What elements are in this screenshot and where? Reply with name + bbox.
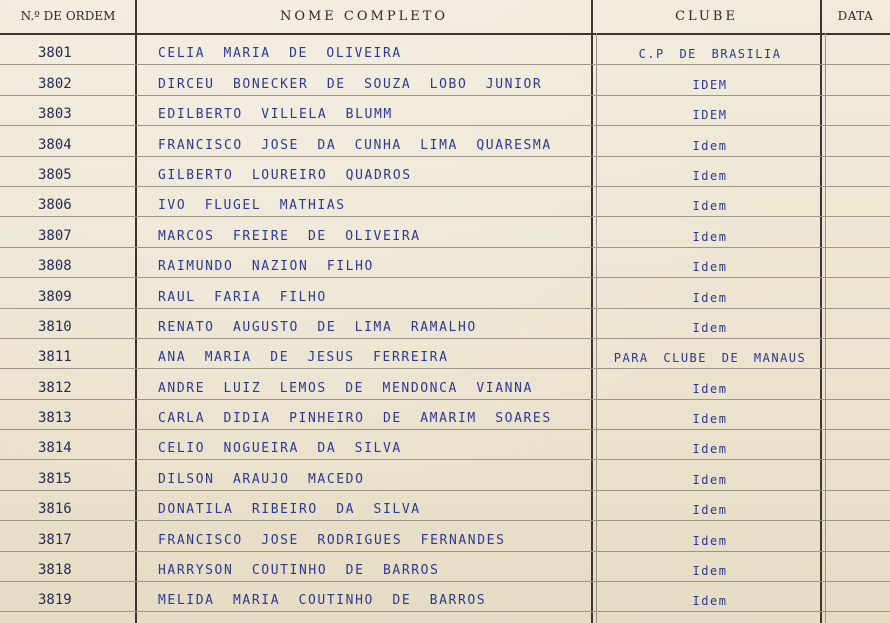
table-row <box>0 491 890 521</box>
club-name: Idem <box>692 564 728 579</box>
table-row <box>0 65 890 95</box>
header-nome: NOME COMPLETO <box>279 9 449 24</box>
full-name: HARRYSON COUTINHO DE BARROS <box>158 563 440 579</box>
order-number: 3805 <box>38 166 72 183</box>
full-name: IVO FLUGEL MATHIAS <box>158 198 346 214</box>
full-name: RENATO AUGUSTO DE LIMA RAMALHO <box>158 319 477 335</box>
table-row <box>0 582 890 612</box>
club-name: Idem <box>692 442 728 457</box>
full-name: GILBERTO LOUREIRO QUADROS <box>158 167 412 183</box>
full-name: CELIA MARIA DE OLIVEIRA <box>158 46 402 62</box>
order-number: 3807 <box>38 227 72 244</box>
club-name: C.P DE BRASILIA <box>638 47 782 62</box>
table-header <box>0 0 890 35</box>
club-name: Idem <box>692 472 728 487</box>
order-number: 3810 <box>38 318 72 335</box>
club-name: Idem <box>692 412 728 427</box>
full-name: CARLA DIDIA PINHEIRO DE AMARIM SOARES <box>158 411 552 427</box>
order-number: 3802 <box>38 75 72 92</box>
full-name: RAIMUNDO NAZION FILHO <box>158 259 374 275</box>
order-number: 3817 <box>38 531 72 548</box>
full-name: DILSON ARAUJO MACEDO <box>158 471 365 487</box>
ledger-rows <box>0 35 890 612</box>
table-row <box>0 35 890 65</box>
table-row <box>0 309 890 339</box>
table-row <box>0 460 890 490</box>
order-number: 3808 <box>38 258 72 275</box>
order-number: 3806 <box>38 197 72 214</box>
table-row <box>0 552 890 582</box>
full-name: ANDRE LUIZ LEMOS DE MENDONCA VIANNA <box>158 380 533 396</box>
order-number: 3804 <box>38 136 72 153</box>
table-row <box>0 430 890 460</box>
table-row <box>0 278 890 308</box>
club-name: Idem <box>692 381 728 396</box>
full-name: CELIO NOGUEIRA DA SILVA <box>158 441 402 457</box>
table-row <box>0 339 890 369</box>
order-number: 3811 <box>38 349 72 366</box>
club-name: Idem <box>692 533 728 548</box>
order-number: 3803 <box>38 106 72 123</box>
order-number: 3819 <box>38 592 72 609</box>
full-name: FRANCISCO JOSE RODRIGUES FERNANDES <box>158 532 506 548</box>
table-row <box>0 126 890 156</box>
header-data: DATA <box>837 9 874 23</box>
header-clube: CLUBE <box>675 9 738 24</box>
order-number: 3812 <box>38 379 72 396</box>
order-number: 3818 <box>38 562 72 579</box>
order-number: 3814 <box>38 440 72 457</box>
club-name: Idem <box>692 594 728 609</box>
club-name: IDEM <box>692 77 728 92</box>
table-row <box>0 157 890 187</box>
table-row <box>0 248 890 278</box>
order-number: 3813 <box>38 410 72 427</box>
order-number: 3809 <box>38 288 72 305</box>
club-name: Idem <box>692 168 728 183</box>
full-name: MARCOS FREIRE DE OLIVEIRA <box>158 228 421 244</box>
full-name: DONATILA RIBEIRO DA SILVA <box>158 502 421 518</box>
club-name: Idem <box>692 138 728 153</box>
table-row <box>0 217 890 247</box>
full-name: DIRCEU BONECKER DE SOUZA LOBO JUNIOR <box>158 76 543 92</box>
club-name: Idem <box>692 290 728 305</box>
full-name: FRANCISCO JOSE DA CUNHA LIMA QUARESMA <box>158 137 552 153</box>
club-name: Idem <box>692 260 728 275</box>
full-name: EDILBERTO VILLELA BLUMM <box>158 107 393 123</box>
club-name: IDEM <box>692 108 728 123</box>
table-row <box>0 369 890 399</box>
club-name: Idem <box>692 199 728 214</box>
club-name: Idem <box>692 503 728 518</box>
club-name: Idem <box>692 229 728 244</box>
order-number: 3801 <box>38 45 72 62</box>
table-row <box>0 187 890 217</box>
table-row <box>0 96 890 126</box>
table-row <box>0 521 890 551</box>
table-row <box>0 400 890 430</box>
order-number: 3816 <box>38 501 72 518</box>
full-name: RAUL FARIA FILHO <box>158 289 327 305</box>
header-ordem: N.º DE ORDEM <box>20 9 116 23</box>
club-name: PARA CLUBE DE MANAUS <box>613 351 807 366</box>
order-number: 3815 <box>38 470 72 487</box>
full-name: ANA MARIA DE JESUS FERREIRA <box>158 350 449 366</box>
club-name: Idem <box>692 320 728 335</box>
full-name: MELIDA MARIA COUTINHO DE BARROS <box>158 593 487 609</box>
